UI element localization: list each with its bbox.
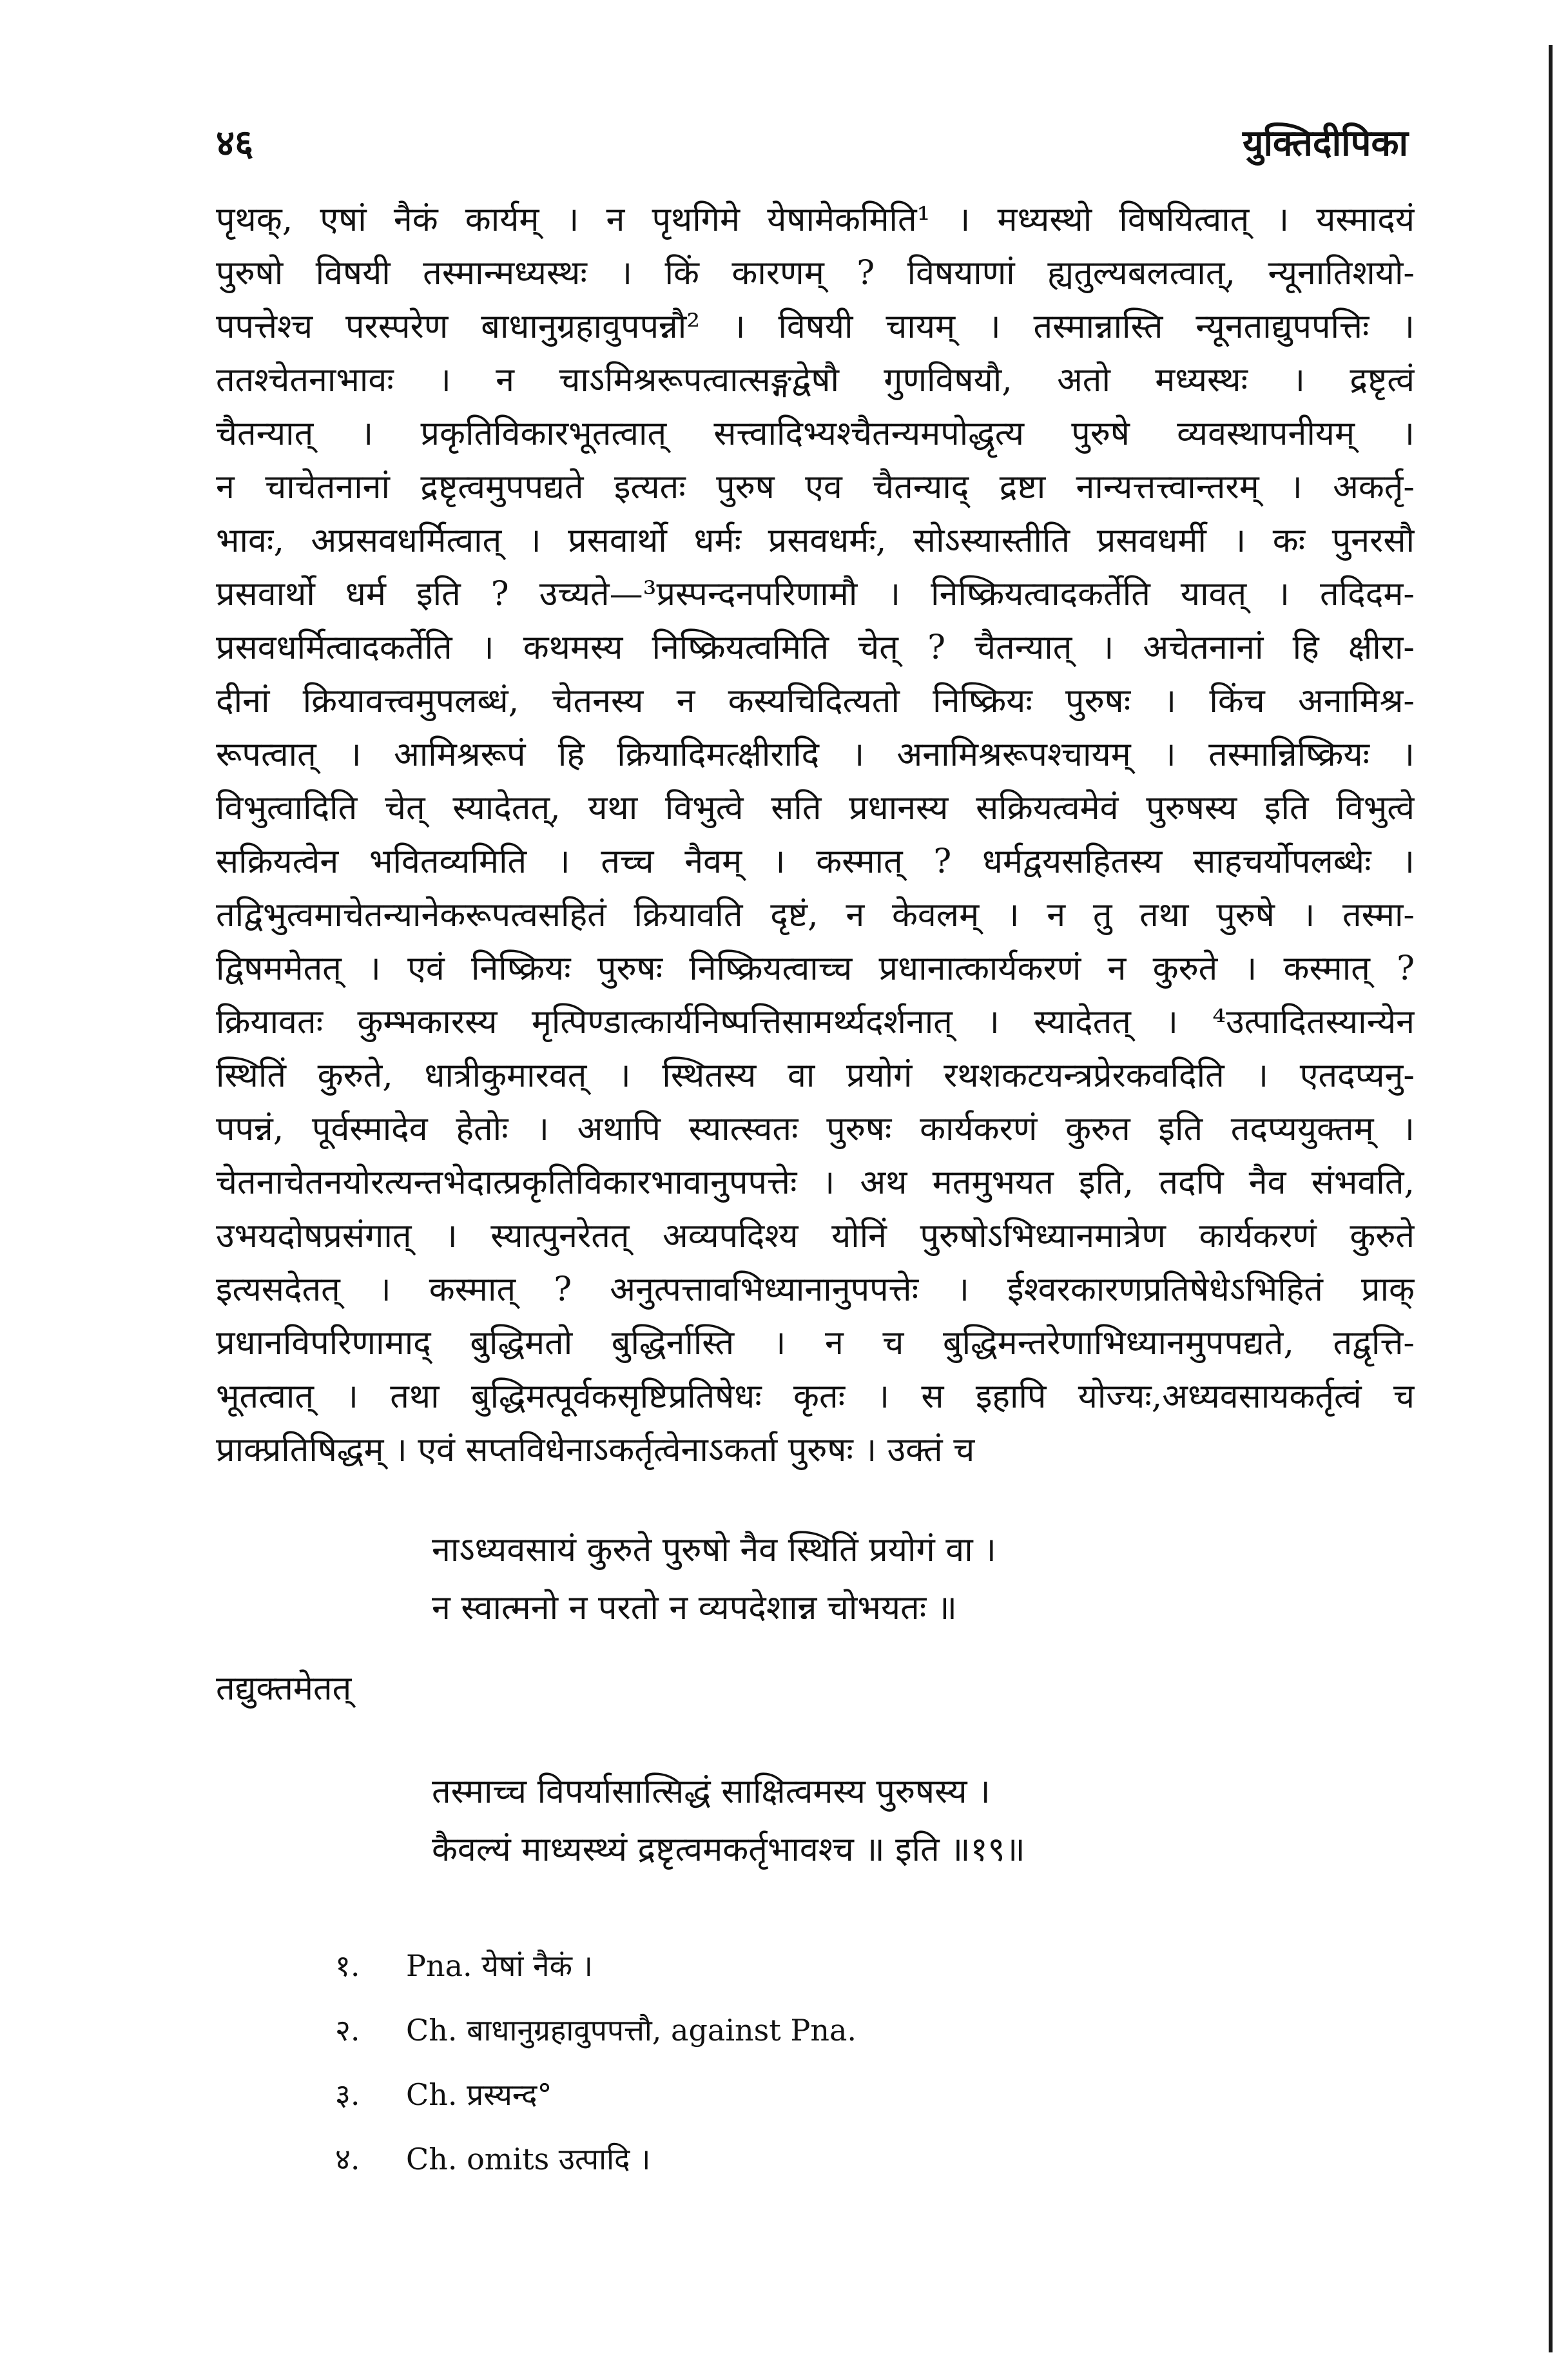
text-line: प्रसवधर्मित्वादकर्तेति । कथमस्य निष्क्रियत्वमिति चेत् ? चैतन्यात् । अचेतनानां हि क्षीरा-	[216, 628, 1415, 667]
text-line: पपत्तेश्च परस्परेण बाधानुग्रहावुपपन्नौ² । विषयी चायम् । तस्मान्नास्ति न्यूनताद्युपपत्तिः ।	[216, 307, 1415, 346]
footnote	[335, 1933, 1366, 1998]
verse-line: न स्वात्मनो न परतो न व्यपदेशान्न चोभयतः ॥	[432, 1589, 957, 1627]
text-line: भूतत्वात् । तथा बुद्धिमत्पूर्वकसृष्टिप्रतिषेधः कृतः । स इहापि योज्यः,अध्यवसायकर्तृत्वं च	[216, 1377, 1415, 1416]
footnote-number: २.	[335, 2013, 360, 2048]
footnote	[335, 2127, 1366, 2191]
text-line: क्रियावतः कुम्भकारस्य मृत्पिण्डात्कार्यनिष्पत्तिसामर्थ्यदर्शनात् । स्यादेतत् । ⁴उत्पादितस्यान्येन	[216, 1003, 1415, 1042]
footnote-text: Ch. प्रस्यन्द°	[406, 2077, 552, 2112]
running-title: युक्तिदीपिका	[1243, 122, 1408, 164]
text-line: पपन्नं, पूर्वस्मादेव हेतोः । अथापि स्यात्स्वतः पुरुषः कार्यकरणं कुरुत इति तदप्ययुक्तम् ।	[216, 1110, 1415, 1148]
verse-line: तस्माच्च विपर्यासात्सिद्धं साक्षित्वमस्य पुरुषस्य ।	[432, 1772, 991, 1811]
text-line: दीनां क्रियावत्त्वमुपलब्धं, चेतनस्य न कस्यचिदित्यतो निष्क्रियः पुरुषः । किंच अनामिश्र-	[216, 682, 1415, 721]
page-binding-edge	[1549, 45, 1553, 2352]
text-line: प्रधानविपरिणामाद् बुद्धिमतो बुद्धिर्नास्ति । न च बुद्धिमन्तरेणाभिध्यानमुपपद्यते, तद्वृत्ति-	[216, 1324, 1415, 1362]
footnote-number: ३.	[335, 2077, 360, 2112]
verse-line: नाऽध्यवसायं कुरुते पुरुषो नैव स्थितिं प्रयोगं वा ।	[432, 1531, 996, 1569]
karika-verse	[432, 1763, 1334, 1879]
text-line: उभयदोषप्रसंगात् । स्यात्पुनरेतत् अव्यपदिश्य योनिं पुरुषोऽभिध्यानमात्रेण कार्यकरणं कुरुते	[216, 1217, 1415, 1255]
text-line: न चाचेतनानां द्रष्टृत्वमुपपद्यते इत्यतः पुरुष एव चैतन्याद् द्रष्टा नान्यत्तत्त्वान्तरम् । अकर्तृ-	[216, 468, 1415, 507]
footnote	[335, 2062, 1366, 2127]
text-line: सक्रियत्वेन भवितव्यमिति । तच्च नैवम् । कस्मात् ? धर्मद्वयसहितस्य साहचर्योपलब्धेः ।	[216, 842, 1415, 881]
footnote-number: १.	[335, 1948, 360, 1983]
text-line: पुरुषो विषयी तस्मान्मध्यस्थः । किं कारणम् ? विषयाणां ह्यतुल्यबलत्वात्, न्यूनातिशयो-	[216, 254, 1415, 293]
text-line: प्रसवार्थो धर्म इति ? उच्यते—³प्रस्पन्दनपरिणामौ । निष्क्रियत्वादकर्तेति यावत् । तदिदम-	[216, 575, 1415, 614]
text-line: इत्यसदेतत् । कस्मात् ? अनुत्पत्तावभिध्यानानुपपत्तेः । ईश्वरकारणप्रतिषेधेऽभिहितं प्राक्	[216, 1270, 1415, 1309]
verse-block	[432, 1521, 1334, 1637]
footnotes	[335, 1933, 1366, 2191]
verse-line: कैवल्यं माध्यस्थ्यं द्रष्टृत्वमकर्तृभावश्च ॥ इति ॥१९॥	[432, 1830, 1025, 1869]
page-header	[216, 116, 1408, 168]
text-line: चेतनाचेतनयोरत्यन्तभेदात्प्रकृतिविकारभावानुपपत्तेः । अथ मतमुभयत इति, तदपि नैव संभवति,	[216, 1163, 1415, 1202]
footnote-number: ४.	[335, 2142, 360, 2176]
page-number: ४६	[216, 122, 254, 164]
footnote-text: Ch. omits उत्पादि ।	[406, 2142, 651, 2176]
text-line: भावः, अप्रसवधर्मित्वात् । प्रसवार्थो धर्मः प्रसवधर्मः, सोऽस्यास्तीति प्रसवधर्मी । कः पुनरसौ	[216, 521, 1415, 560]
text-line: विभुत्वादिति चेत् स्यादेतत्, यथा विभुत्वे सति प्रधानस्य सक्रियत्वमेवं पुरुषस्य इति विभुत्वे	[216, 789, 1415, 828]
text-line: चैतन्यात् । प्रकृतिविकारभूतत्वात् सत्त्वादिभ्यश्चैतन्यमपोद्धृत्य पुरुषे व्यवस्थापनीयम् ।	[216, 414, 1415, 453]
text-line: स्थितिं कुरुते, धात्रीकुमारवत् । स्थितस्य वा प्रयोगं रथशकटयन्त्रप्रेरकवदिति । एतदप्यनु-	[216, 1056, 1415, 1095]
text-line: पृथक्, एषां नैकं कार्यम् । न पृथगिमे येषामेकमिति¹ । मध्यस्थो विषयित्वात् । यस्मादयं	[216, 200, 1415, 239]
text-line: तद्विभुत्वमाचेतन्यानेकरूपत्वसहितं क्रियावति दृष्टं, न केवलम् । न तु तथा पुरुषे । तस्मा-	[216, 896, 1415, 935]
footnote	[335, 1998, 1366, 2062]
verse-intro: तद्युक्तमेतत्	[216, 1669, 352, 1708]
commentary-text	[216, 193, 1415, 1477]
text-line: ततश्चेतनाभावः । न चाऽमिश्ररूपत्वात्सङ्गद्वेषौ गुणविषयौ, अतो मध्यस्थः । द्रष्टृत्वं	[216, 361, 1415, 400]
footnote-text: Ch. बाधानुग्रहावुपपत्तौ, against Pna.	[406, 2013, 857, 2048]
text-line: द्विषममेतत् । एवं निष्क्रियः पुरुषः निष्क्रियत्वाच्च प्रधानात्कार्यकरणं न कुरुते । कस्मात् ?	[216, 949, 1415, 988]
text-line: प्राक्प्रतिषिद्धम् । एवं सप्तविधेनाऽकर्तृत्वेनाऽकर्ता पुरुषः । उक्तं च	[216, 1431, 975, 1469]
footnote-text: Pna. येषां नैकं ।	[406, 1948, 593, 1983]
text-line: रूपत्वात् । आमिश्ररूपं हि क्रियादिमत्क्षीरादि । अनामिश्ररूपश्चायम् । तस्मान्निष्क्रियः ।	[216, 735, 1415, 774]
